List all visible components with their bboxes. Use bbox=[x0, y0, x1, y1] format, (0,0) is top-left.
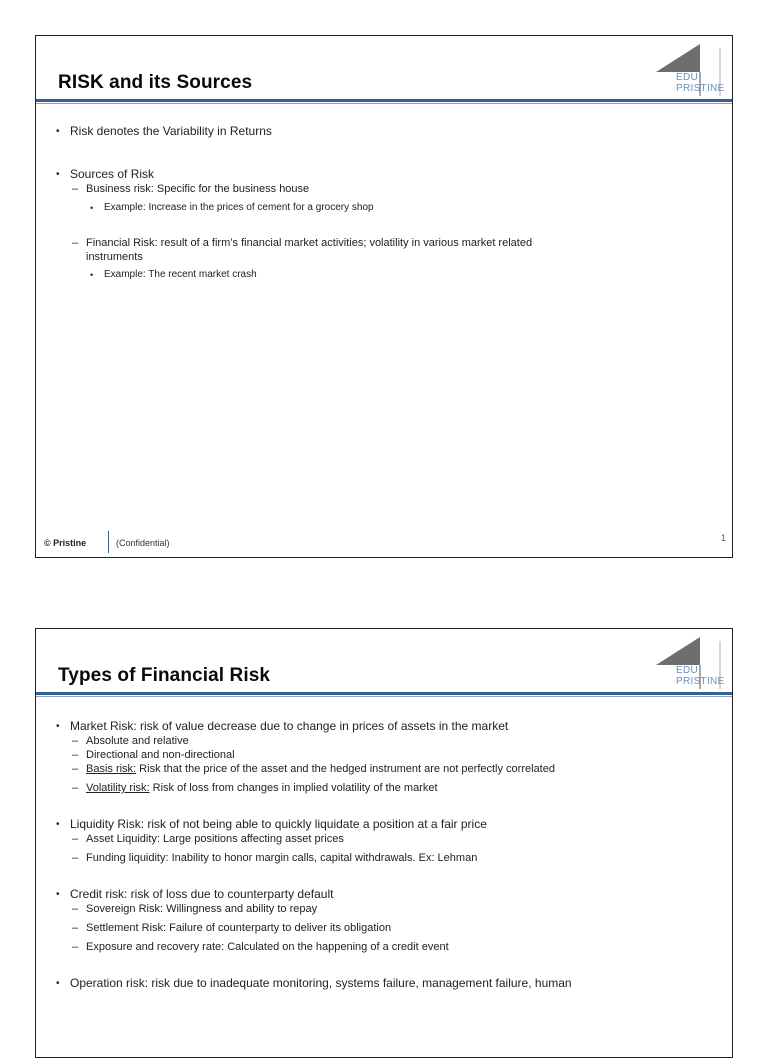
sub-absolute-relative-text: Absolute and relative bbox=[86, 735, 189, 747]
basis-risk-label: Basis risk: bbox=[86, 763, 137, 775]
sub-financial-risk-text: Financial Risk: result of a firm’s financial market activities; volatility in various market related bbox=[86, 237, 533, 249]
title-rule bbox=[36, 99, 732, 102]
slide-title: RISK and its Sources bbox=[58, 72, 253, 93]
logo-pristine-text: PRISTINE bbox=[676, 83, 725, 94]
sub-funding-liquidity-text: Funding liquidity: Inability to honor margin calls, capital withdrawals. Ex: Lehman bbox=[86, 852, 478, 864]
sub-volatility-risk: – Volatility risk: Risk of loss from changes in implied volatility of the market bbox=[72, 782, 438, 794]
volatility-risk-label: Volatility risk: bbox=[86, 782, 150, 794]
footer-confidential: (Confidential) bbox=[116, 538, 170, 548]
slide-title: Types of Financial Risk bbox=[58, 665, 271, 686]
footer-brand: © Pristine bbox=[44, 538, 87, 548]
sub-business-risk: – Business risk: Specific for the business house bbox=[72, 183, 310, 195]
sub-funding-liquidity: – Funding liquidity: Inability to honor margin calls, capital withdrawals. Ex: Lehman bbox=[72, 852, 478, 864]
footer-divider bbox=[108, 531, 109, 553]
bullet-sources-of-risk: • Sources of Risk bbox=[54, 167, 714, 182]
example-business-risk: • Example: Increase in the prices of cement for a grocery shop bbox=[54, 201, 714, 215]
sub-settlement-risk-text: Settlement Risk: Failure of counterparty to deliver its obligation bbox=[86, 922, 392, 934]
sub-directional: – Directional and non-directional bbox=[72, 749, 235, 761]
page-number: 1 bbox=[720, 533, 726, 543]
logo-pristine-text: PRISTINE bbox=[676, 676, 725, 687]
title-rule bbox=[36, 692, 732, 695]
edu-pristine-logo bbox=[652, 635, 724, 691]
sub-sovereign-risk-text: Sovereign Risk: Willingness and ability to repay bbox=[86, 903, 318, 915]
logo-edu-text: EDU bbox=[676, 72, 699, 83]
bullet-operation-risk: • Operation risk: risk due to inadequate monitoring, systems failure, management failure, human bbox=[54, 976, 714, 991]
volatility-risk-text: Risk of loss from changes in implied volatility of the market bbox=[149, 782, 438, 794]
slide-content bbox=[54, 124, 714, 282]
slide-1 bbox=[35, 35, 733, 558]
sub-financial-risk: – Financial Risk: result of a firm’s financial market activities; volatility in various market related instruments bbox=[72, 237, 533, 263]
logo-edu-text: EDU bbox=[676, 665, 699, 676]
bullet-liquidity-risk: • Liquidity Risk: risk of not being able to quickly liquidate a position at a fair price bbox=[54, 817, 714, 832]
slide-2 bbox=[35, 628, 733, 1058]
basis-risk-text: Risk that the price of the asset and the hedged instrument are not perfectly correlated bbox=[136, 763, 555, 775]
sub-exposure-recovery-text: Exposure and recovery rate: Calculated on the happening of a credit event bbox=[86, 941, 449, 953]
sub-basis-risk: – Basis risk: Risk that the price of the asset and the hedged instrument are not perfectly correlated bbox=[72, 763, 555, 775]
sub-directional-text: Directional and non-directional bbox=[86, 749, 235, 761]
sub-exposure-recovery: – Exposure and recovery rate: Calculated on the happening of a credit event bbox=[72, 941, 449, 953]
bullet-market-risk: • Market Risk: risk of value decrease due to change in prices of assets in the market bbox=[54, 719, 714, 734]
sub-asset-liquidity: – Asset Liquidity: Large positions affecting asset prices bbox=[72, 833, 344, 845]
bullet-risk-definition: • Risk denotes the Variability in Returns bbox=[54, 124, 714, 139]
sub-settlement-risk: – Settlement Risk: Failure of counterparty to deliver its obligation bbox=[72, 922, 392, 934]
title-rule-thin bbox=[36, 103, 732, 104]
sub-financial-risk-text-2: instruments bbox=[86, 251, 143, 263]
slide-content bbox=[54, 719, 714, 991]
title-rule-thin bbox=[36, 696, 732, 697]
bullet-credit-risk: • Credit risk: risk of loss due to counterparty default bbox=[54, 887, 714, 902]
edu-pristine-logo bbox=[652, 42, 724, 98]
sub-business-risk-text: Business risk: Specific for the business house bbox=[86, 183, 310, 195]
sub-absolute-relative: – Absolute and relative bbox=[72, 735, 189, 747]
sub-sovereign-risk: – Sovereign Risk: Willingness and ability to repay bbox=[72, 903, 318, 915]
example-financial-risk: • Example: The recent market crash bbox=[54, 268, 714, 282]
sub-asset-liquidity-text: Asset Liquidity: Large positions affecting asset prices bbox=[86, 833, 344, 845]
